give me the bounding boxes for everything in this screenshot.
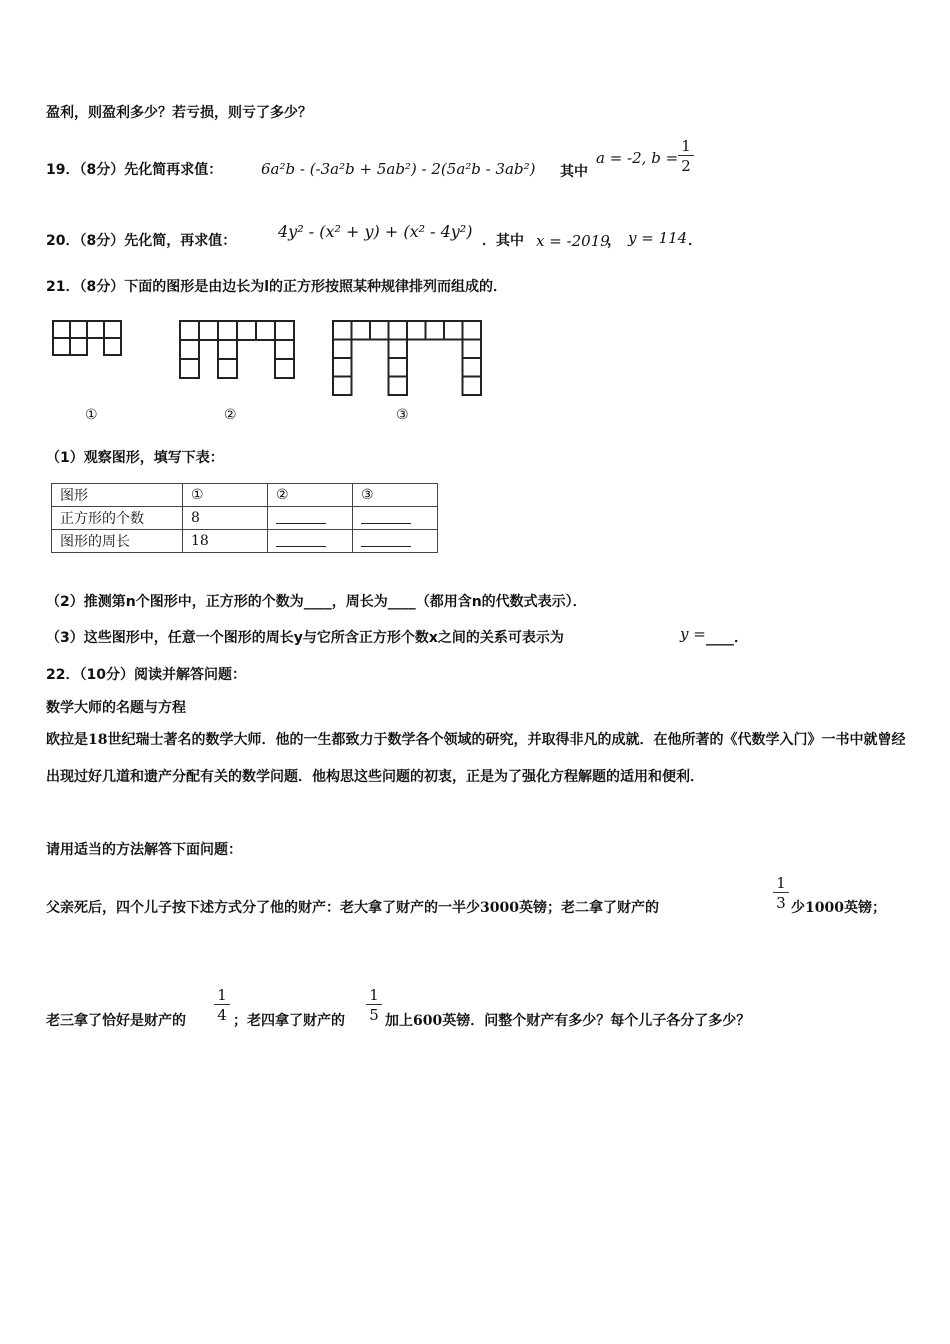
figure-3-square bbox=[352, 321, 371, 340]
figure-3-square bbox=[463, 377, 482, 396]
figure-2-square bbox=[237, 321, 256, 340]
fraction-numerator: 1 bbox=[773, 874, 789, 893]
figure-2-label: ② bbox=[224, 407, 237, 423]
table-cell: 8 bbox=[183, 507, 268, 530]
figure-2-square bbox=[275, 359, 294, 378]
figure-1-square bbox=[87, 321, 104, 338]
q20-end: ． bbox=[688, 233, 702, 249]
square-pattern-figures bbox=[0, 0, 950, 420]
figure-3-square bbox=[333, 340, 352, 359]
figure-2-square bbox=[180, 340, 199, 359]
answer-blank[interactable] bbox=[268, 507, 353, 530]
figure-2-square bbox=[218, 321, 237, 340]
table-cell: 图形的周长 bbox=[52, 530, 183, 553]
figure-2-square bbox=[275, 340, 294, 359]
figure-2-square bbox=[218, 340, 237, 359]
q19-prefix: 19．（8分）先化简再求值： bbox=[46, 162, 223, 178]
part1-instruction: （1）观察图形，填写下表： bbox=[46, 450, 224, 466]
q19-mid: 其中 bbox=[560, 164, 588, 180]
part2-question: （2）推测第n个图形中，正方形的个数为____，周长为____（都用含n的代数式表示）． bbox=[46, 594, 587, 610]
figure-3-square bbox=[333, 377, 352, 396]
fraction-numerator: 1 bbox=[214, 986, 230, 1005]
figure-2-square bbox=[218, 359, 237, 378]
q20-expression: 4y² - (x² + y) + (x² - 4y²) bbox=[278, 222, 473, 241]
figure-1-square bbox=[53, 338, 70, 355]
part3-expression: y = bbox=[680, 625, 706, 643]
figure-3-square bbox=[370, 321, 389, 340]
q20-x-value: x = -2019 bbox=[536, 232, 610, 250]
fraction-one-quarter bbox=[214, 986, 230, 1025]
q19-fraction-numerator: 1 bbox=[678, 137, 694, 156]
fraction-denominator: 4 bbox=[217, 1006, 227, 1024]
problem-line-1: 父亲死后，四个儿子按下述方式分了他的财产：老大拿了财产的一半少3000英镑；老二拿了财产的 bbox=[46, 900, 659, 916]
figure-2-square bbox=[180, 321, 199, 340]
problem-line-1-end: 少1000英镑； bbox=[791, 900, 886, 916]
q19-expression: 6a²b - (-3a²b + 5ab²) - 2(5a²b - 3ab²) bbox=[261, 160, 536, 178]
figure-1-square bbox=[70, 338, 87, 355]
figure-1-square bbox=[53, 321, 70, 338]
table-cell: ① bbox=[183, 484, 268, 507]
answer-blank[interactable] bbox=[268, 530, 353, 553]
figure-2-square bbox=[199, 321, 218, 340]
figure-2-square bbox=[275, 321, 294, 340]
figure-3-square bbox=[426, 321, 445, 340]
figure-3-square bbox=[389, 377, 408, 396]
figure-1-square bbox=[104, 321, 121, 338]
q20-comma: ， bbox=[607, 233, 621, 249]
figure-3-square bbox=[407, 321, 426, 340]
part3-question: （3）这些图形中，任意一个图形的周长y与它所含正方形个数x之间的关系可表示为 bbox=[46, 630, 564, 646]
figure-1-square bbox=[70, 321, 87, 338]
q22-title: 22．（10分）阅读并解答问题： bbox=[46, 667, 246, 683]
figure-3-square bbox=[444, 321, 463, 340]
figure-3-square bbox=[463, 358, 482, 377]
figure-3-label: ③ bbox=[396, 407, 409, 423]
figure-3-square bbox=[463, 340, 482, 359]
q19-fraction-denominator: 2 bbox=[681, 157, 691, 175]
figure-3-square bbox=[333, 321, 352, 340]
answer-blank[interactable] bbox=[353, 507, 438, 530]
table-cell: ③ bbox=[353, 484, 438, 507]
q22-instruction: 请用适当的方法解答下面问题： bbox=[46, 842, 242, 858]
figure-3-square bbox=[389, 340, 408, 359]
table-cell: 正方形的个数 bbox=[52, 507, 183, 530]
figure-1-label: ① bbox=[85, 407, 98, 423]
figure-3-square bbox=[389, 358, 408, 377]
table-row bbox=[52, 530, 438, 553]
prev-question-tail: 盈利，则盈利多少？若亏损，则亏了多少？ bbox=[46, 105, 312, 121]
q20-prefix: 20．（8分）先化简，再求值： bbox=[46, 233, 237, 249]
table-cell: ② bbox=[268, 484, 353, 507]
table-cell: 图形 bbox=[52, 484, 183, 507]
table-row bbox=[52, 507, 438, 530]
table-cell: 18 bbox=[183, 530, 268, 553]
fraction-denominator: 3 bbox=[776, 894, 786, 912]
figure-2-square bbox=[256, 321, 275, 340]
fraction-one-fifth bbox=[366, 986, 382, 1025]
fraction-one-third bbox=[773, 874, 789, 913]
q20-mid: ．其中 bbox=[482, 233, 524, 249]
figure-3-square bbox=[389, 321, 408, 340]
problem-line-2c: 加上600英镑．问整个财产有多少？每个儿子各分了多少？ bbox=[385, 1013, 751, 1029]
observation-table bbox=[51, 483, 438, 553]
q22-subtitle: 数学大师的名题与方程 bbox=[46, 700, 186, 716]
problem-line-2b: ；老四拿了财产的 bbox=[233, 1013, 345, 1029]
q22-reading-paragraph: 欧拉是18世纪瑞士著名的数学大师．他的一生都致力于数学各个领域的研究，并取得非凡的成就．在他所著的《代数学入门》一书中就曾经出现过好几道和遗产分配有关的数学问题．他构思这些问题的初衷，正是为了强化方程解题的适用和便利． bbox=[46, 732, 906, 785]
part3-end: ____． bbox=[706, 630, 748, 646]
answer-blank[interactable] bbox=[353, 530, 438, 553]
fraction-numerator: 1 bbox=[366, 986, 382, 1005]
figure-2-square bbox=[180, 359, 199, 378]
q20-y-value: y = 114 bbox=[628, 229, 688, 247]
figure-1-square bbox=[104, 338, 121, 355]
problem-line-2a: 老三拿了恰好是财产的 bbox=[46, 1013, 186, 1029]
figure-3-square bbox=[333, 358, 352, 377]
figure-3-square bbox=[463, 321, 482, 340]
fraction-denominator: 5 bbox=[369, 1006, 379, 1024]
q21-title: 21．（8分）下面的图形是由边长为l的正方形按照某种规律排列而组成的． bbox=[46, 279, 508, 295]
q19-condition: a = -2, b = bbox=[596, 149, 679, 167]
table-row bbox=[52, 484, 438, 507]
